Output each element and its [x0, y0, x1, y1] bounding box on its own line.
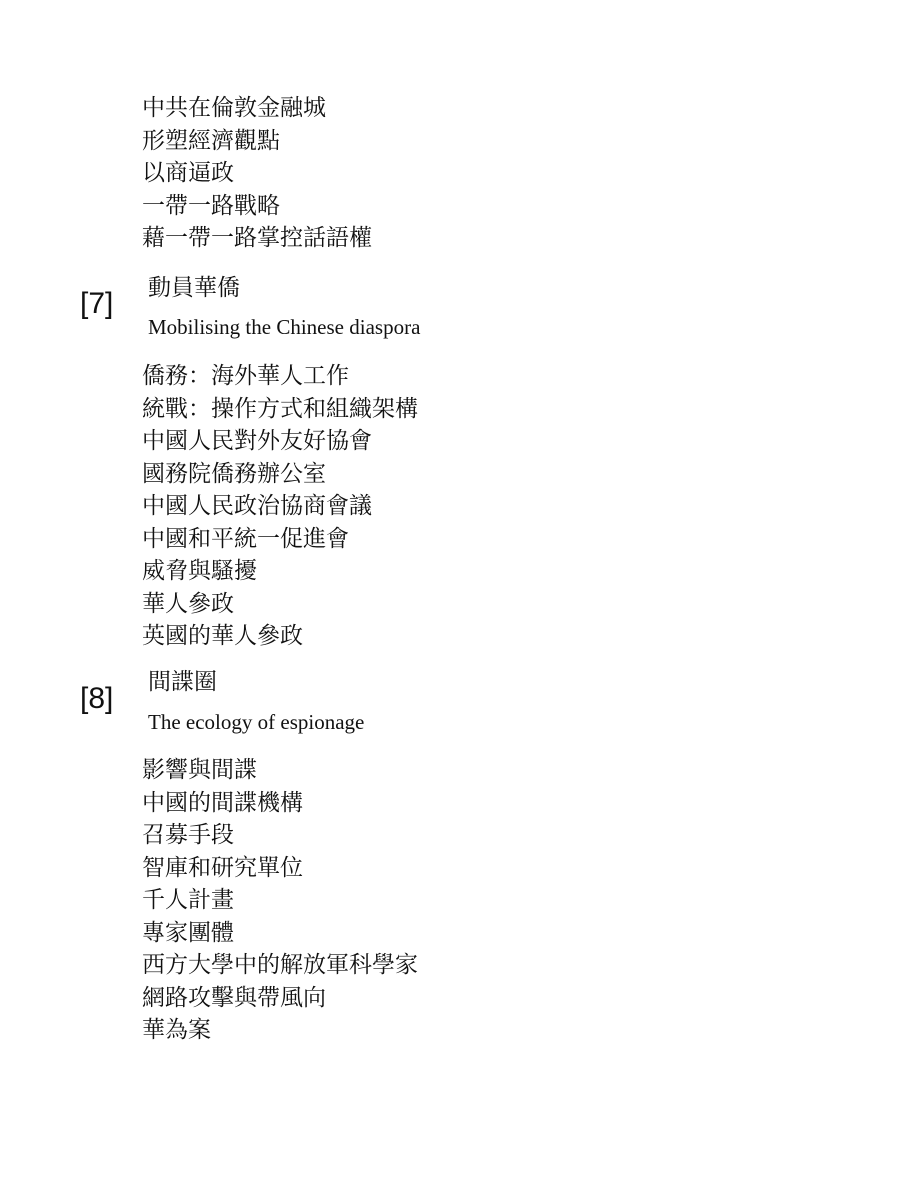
chapter-title-zh: 動員華僑 — [148, 275, 240, 301]
list-item: 中國人民政治協商會議 — [142, 493, 372, 519]
list-item: 統戰：操作方式和組織架構 — [142, 395, 418, 422]
list-item: 形塑經濟觀點 — [142, 127, 280, 154]
list-item: 千人計畫 — [142, 887, 234, 913]
chapter-title-zh: 間諜圈 — [148, 669, 217, 695]
chapter-title-en: The ecology of espionage — [148, 710, 365, 734]
list-item: 藉一帶一路掌控話語權 — [142, 225, 372, 251]
list-item: 僑務：海外華人工作 — [142, 363, 349, 389]
list-item: 以商逼政 — [142, 160, 234, 186]
chapter-title-en: Mobilising the Chinese diaspora — [148, 315, 421, 339]
section-list — [142, 360, 418, 653]
list-item: 英國的華人參政 — [142, 623, 303, 649]
list-item: 華為案 — [142, 1017, 211, 1043]
list-item: 專家團體 — [142, 919, 234, 946]
list-item: 召募手段 — [142, 822, 234, 848]
section-list — [142, 92, 372, 255]
section-list — [142, 754, 418, 1047]
list-item: 西方大學中的解放軍科學家 — [142, 952, 418, 978]
list-item: 國務院僑務辦公室 — [142, 460, 326, 487]
list-item: 中國人民對外友好協會 — [142, 428, 372, 454]
chapter-number: [8] — [80, 682, 114, 715]
list-item: 智庫和研究單位 — [142, 854, 303, 881]
list-item: 影響與間諜 — [142, 757, 257, 783]
list-item: 網路攻擊與帶風向 — [142, 984, 326, 1011]
list-item: 威脅與騷擾 — [142, 558, 257, 584]
list-item: 中共在倫敦金融城 — [142, 95, 326, 121]
list-item: 中國的間諜機構 — [142, 789, 303, 816]
list-item: 中國和平統一促進會 — [142, 525, 349, 552]
chapter-number: [7] — [80, 287, 114, 320]
list-item: 一帶一路戰略 — [142, 192, 280, 219]
list-item: 華人參政 — [142, 590, 234, 617]
